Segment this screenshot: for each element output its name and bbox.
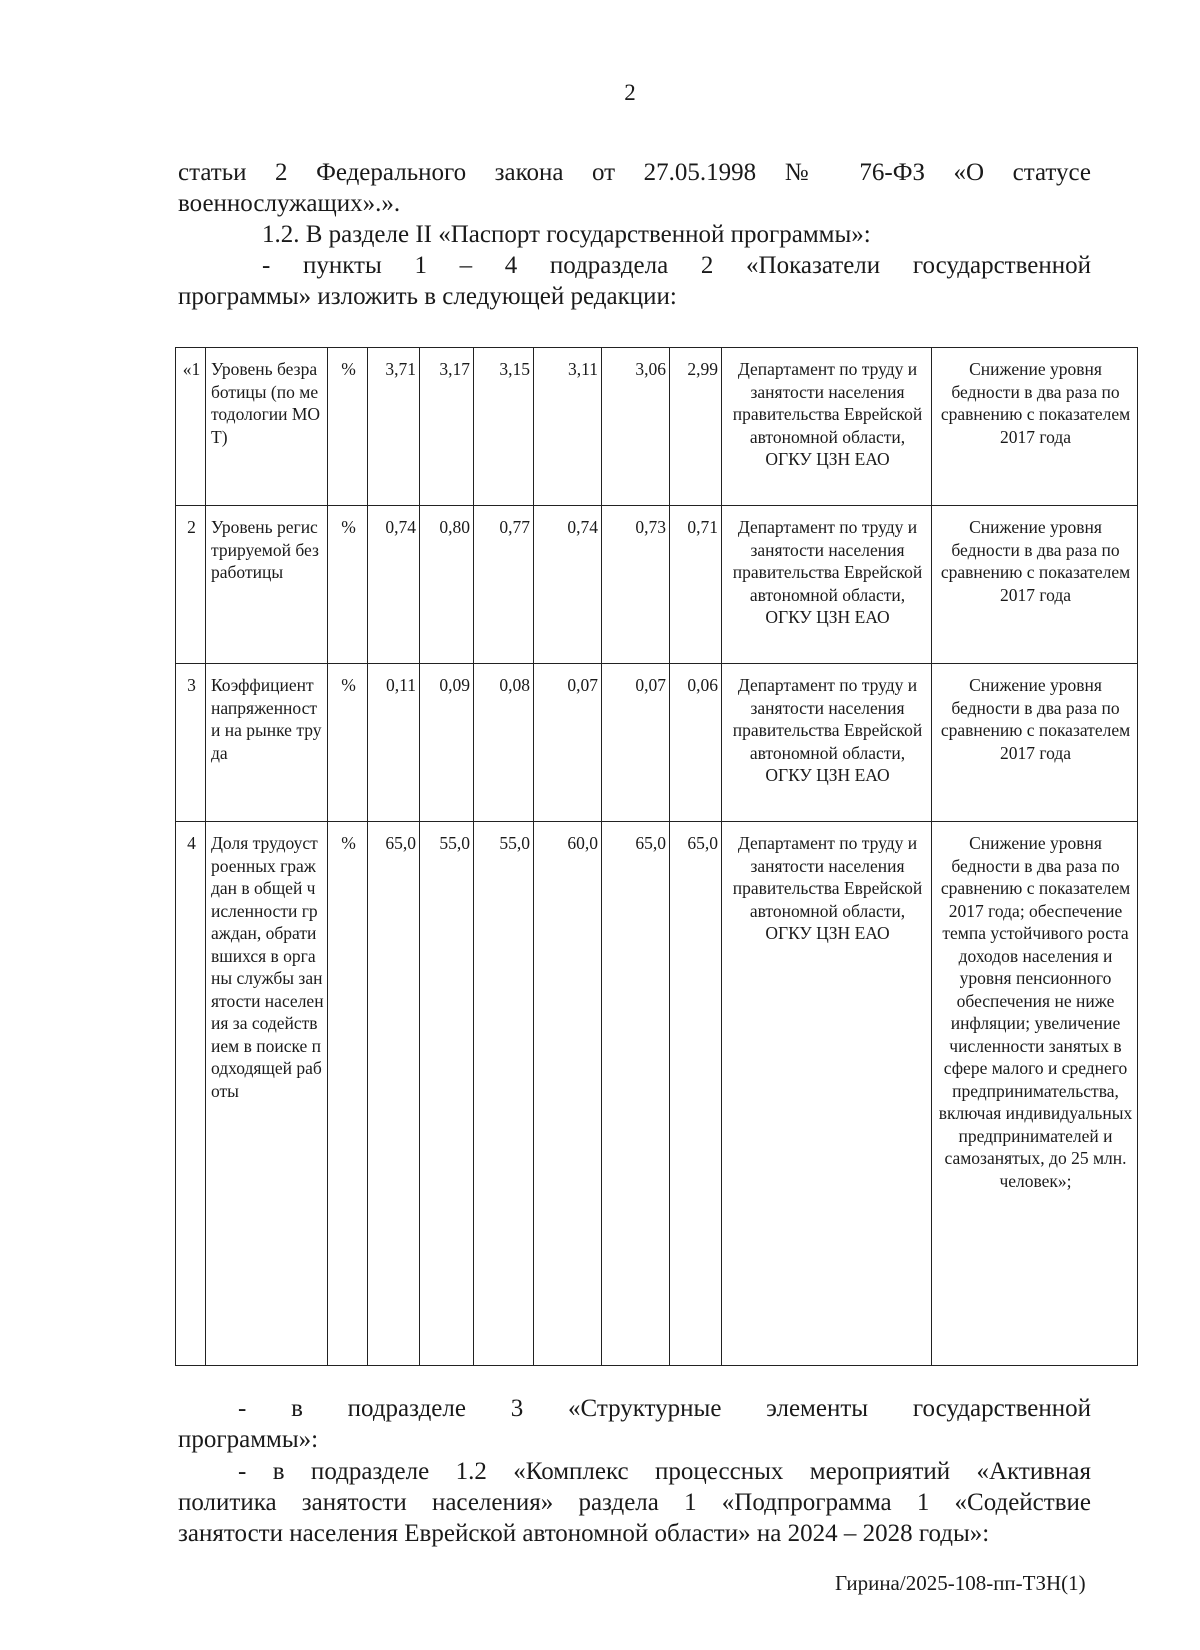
cell-value-1: 65,0 [368,822,420,1366]
cell-indicator-name: Коэффициент напряженности на рынке труда [206,664,328,822]
cell-value-5: 0,07 [602,664,670,822]
paragraph-3-line-1: - пункты 1 – 4 подраздела 2 «Показатели государственной [262,252,1091,279]
cell-value-6: 2,99 [670,348,722,506]
cell-value-4: 0,74 [534,506,602,664]
paragraph-2: 1.2. В разделе II «Паспорт государственной программы»: [262,221,871,248]
paragraph-3-line-2: программы» изложить в следующей редакции: [178,283,677,310]
paragraph-4-line-1: - в подразделе 3 «Структурные элементы государственной [238,1395,1091,1422]
cell-value-1: 0,11 [368,664,420,822]
paragraph-1-line-2: военнослужащих».». [178,190,401,217]
cell-row-number: 4 [176,822,206,1366]
cell-indicator-name: Доля трудоустроенных граждан в общей численности граждан, обратившихся в органы службы занятости населения за содействием в поиске подходящей работы [206,822,328,1366]
cell-national-goal: Снижение уровня бедности в два раза по сравнению с показателем 2017 года [932,348,1138,506]
cell-row-number: 3 [176,664,206,822]
cell-value-3: 55,0 [474,822,534,1366]
paragraph-4-line-2: программы»: [178,1426,319,1453]
cell-unit: % [328,664,368,822]
page-number: 2 [624,80,636,105]
document-footer: Гирина/2025-108-пп-ТЗН(1) [835,1571,1086,1595]
cell-value-5: 3,06 [602,348,670,506]
table-row [176,822,1138,1366]
cell-row-number: 2 [176,506,206,664]
table-row [176,664,1138,822]
cell-value-2: 3,17 [420,348,474,506]
cell-value-3: 0,08 [474,664,534,822]
cell-value-2: 0,80 [420,506,474,664]
cell-indicator-name: Уровень регистрируемой безработицы [206,506,328,664]
cell-responsible: Департамент по труду и занятости населения правительства Еврейской автономной области, ОГКУ ЦЗН ЕАО [722,348,932,506]
cell-national-goal: Снижение уровня бедности в два раза по сравнению с показателем 2017 года [932,664,1138,822]
cell-value-6: 65,0 [670,822,722,1366]
cell-value-2: 0,09 [420,664,474,822]
cell-value-1: 0,74 [368,506,420,664]
cell-responsible: Департамент по труду и занятости населения правительства Еврейской автономной области, ОГКУ ЦЗН ЕАО [722,506,932,664]
cell-value-5: 0,73 [602,506,670,664]
cell-value-4: 3,11 [534,348,602,506]
cell-value-6: 0,06 [670,664,722,822]
cell-row-number: «1 [176,348,206,506]
indicators-table-body [176,348,1138,1366]
cell-value-3: 3,15 [474,348,534,506]
cell-unit: % [328,506,368,664]
cell-unit: % [328,348,368,506]
table-row [176,348,1138,506]
paragraph-5-line-1: - в подразделе 1.2 «Комплекс процессных мероприятий «Активная [238,1458,1091,1485]
paragraph-1-line-1: статьи 2 Федерального закона от 27.05.1998 № 76-ФЗ «О статусе [178,159,1091,186]
cell-value-5: 65,0 [602,822,670,1366]
paragraph-5-line-2: политика занятости населения» раздела 1 «Подпрограмма 1 «Содействие [178,1489,1091,1516]
paragraph-5-line-3: занятости населения Еврейской автономной области» на 2024 – 2028 годы»: [178,1520,990,1547]
cell-value-4: 0,07 [534,664,602,822]
cell-national-goal: Снижение уровня бедности в два раза по сравнению с показателем 2017 года [932,506,1138,664]
table-row [176,506,1138,664]
cell-responsible: Департамент по труду и занятости населения правительства Еврейской автономной области, ОГКУ ЦЗН ЕАО [722,664,932,822]
cell-value-2: 55,0 [420,822,474,1366]
cell-value-3: 0,77 [474,506,534,664]
cell-value-1: 3,71 [368,348,420,506]
cell-value-6: 0,71 [670,506,722,664]
cell-responsible: Департамент по труду и занятости населения правительства Еврейской автономной области, ОГКУ ЦЗН ЕАО [722,822,932,1366]
cell-unit: % [328,822,368,1366]
indicators-table [175,347,1138,1366]
cell-indicator-name: Уровень безработицы (по методологии МОТ) [206,348,328,506]
cell-national-goal: Снижение уровня бедности в два раза по сравнению с показателем 2017 года; обеспечение темпа устойчивого роста доходов населения и уровня пенсионного обеспечения не ниже инфляции; увеличение численности занятых в сфере малого и среднего предпринимательства, включая индивидуальных предпринимателей и самозанятых, до 25 млн. человек»; [932,822,1138,1366]
cell-value-4: 60,0 [534,822,602,1366]
